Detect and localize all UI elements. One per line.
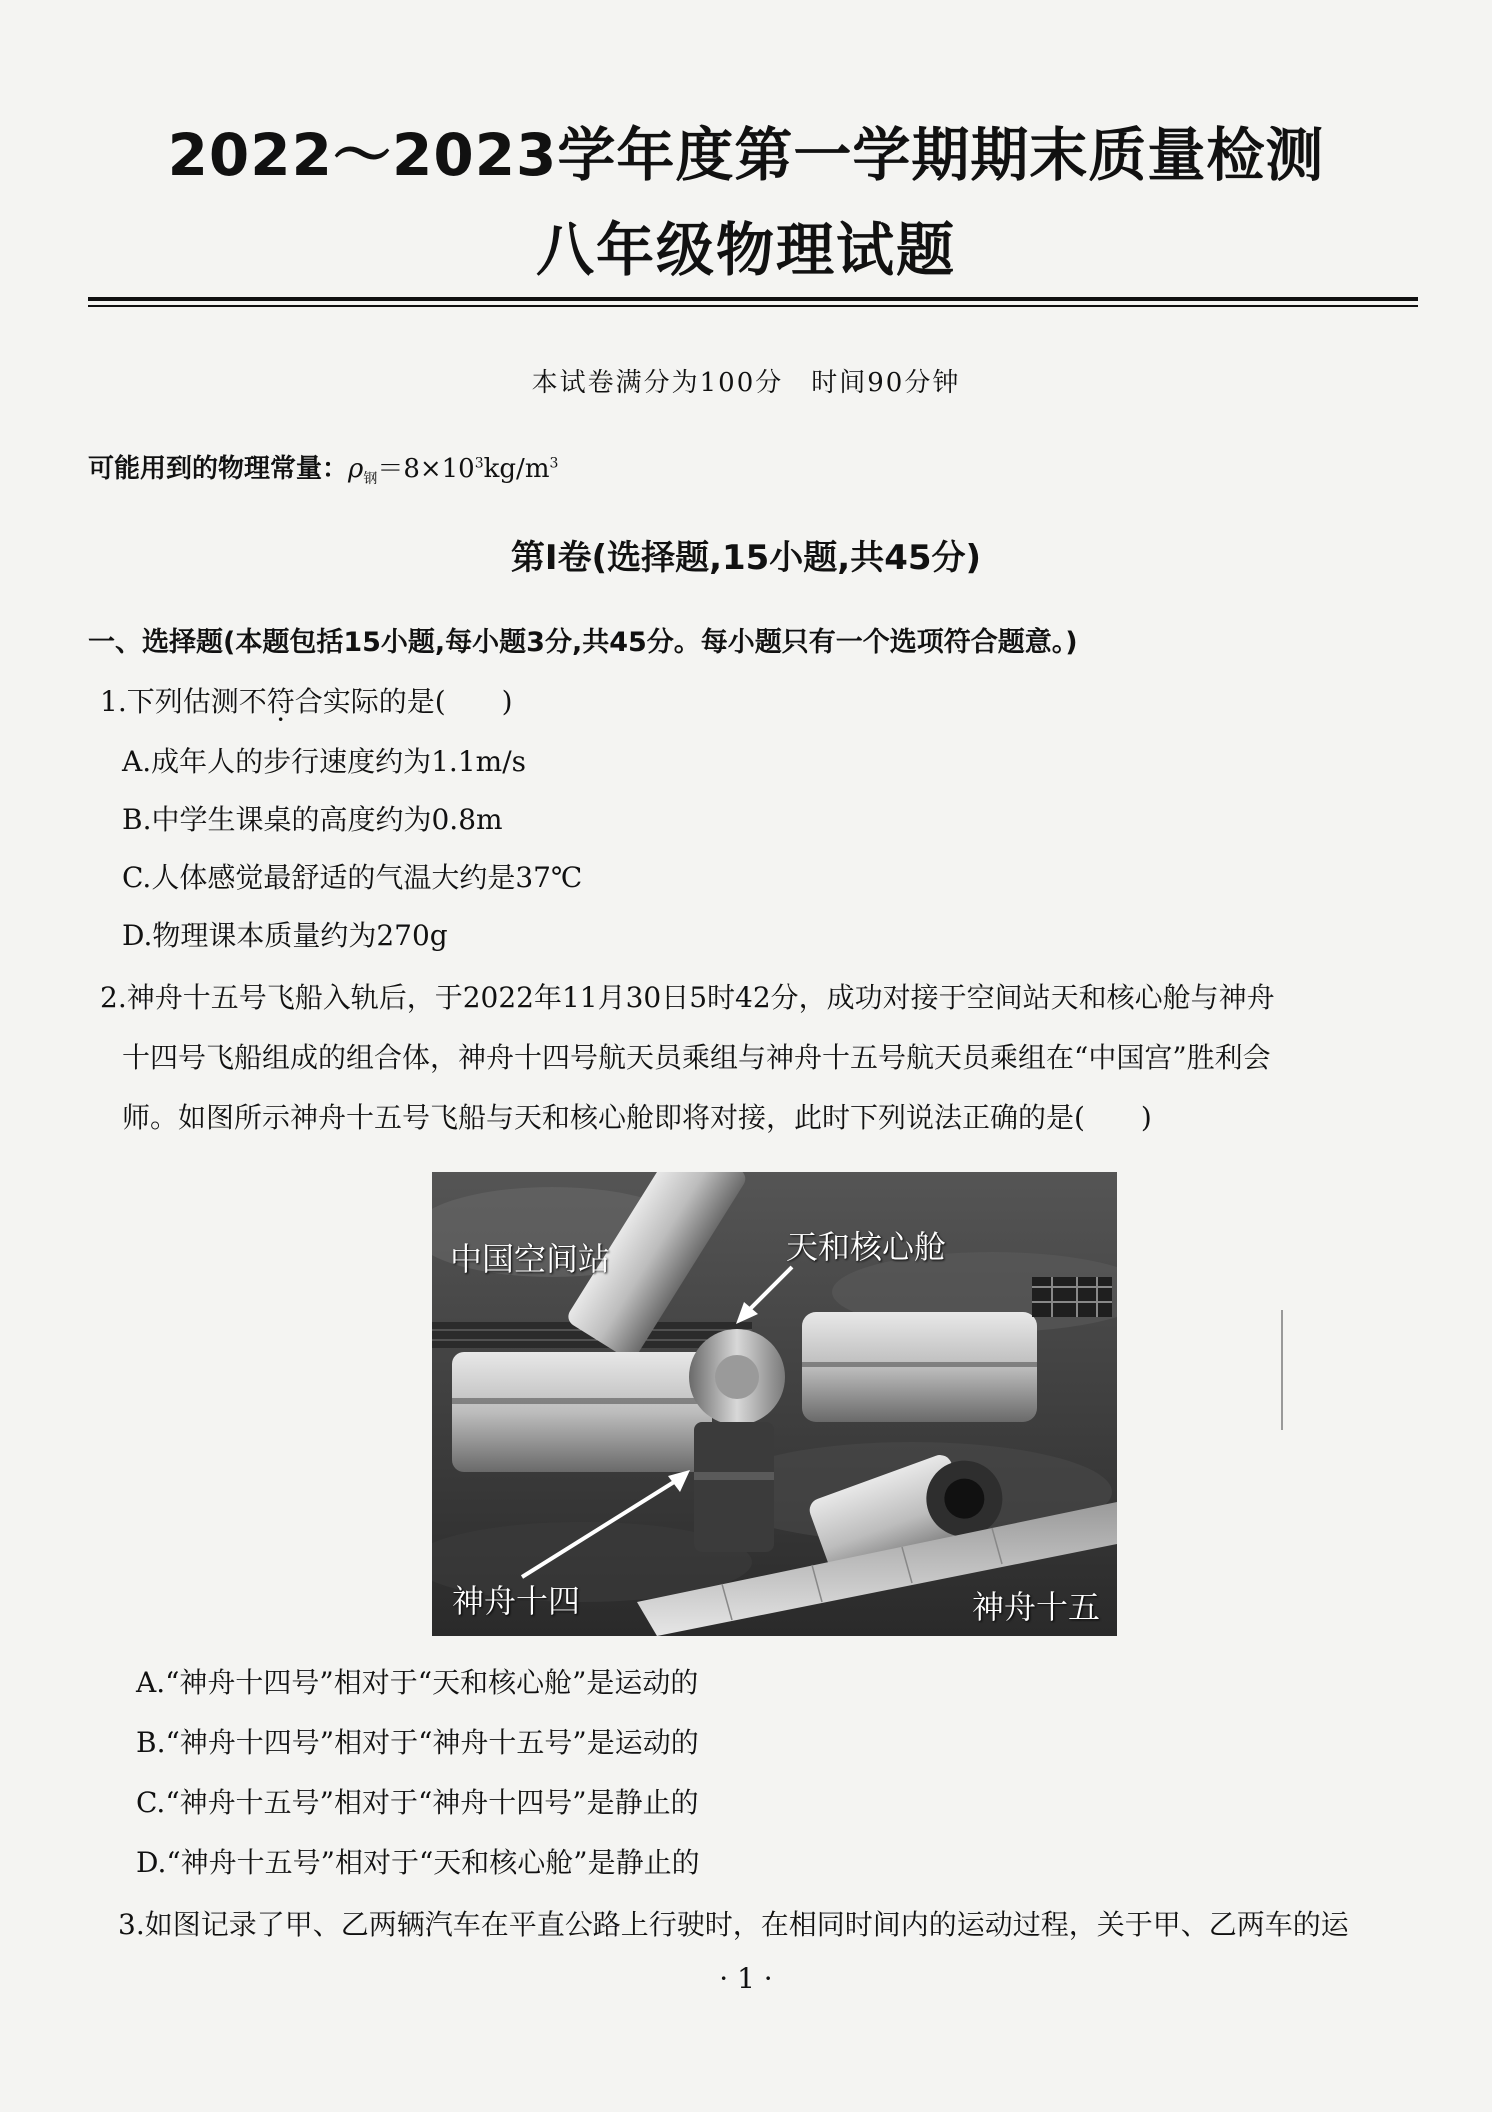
label-china-space-station: 中国空间站	[450, 1240, 611, 1278]
question-2-stem-line-3: 师。如图所示神舟十五号飞船与天和核心舱即将对接，此时下列说法正确的是( )	[122, 1101, 1152, 1134]
question-2-option-a: A.“神舟十四号”相对于“天和核心舱”是运动的	[136, 1666, 699, 1699]
page-number: · 1 ·	[719, 1962, 773, 1995]
label-shenzhou-14: 神舟十四	[452, 1582, 581, 1620]
scan-margin-line	[1281, 1310, 1283, 1430]
exam-info: 本试卷满分为100分 时间90分钟	[531, 368, 961, 398]
physics-constants	[88, 448, 558, 488]
space-station-photo	[432, 1172, 1117, 1636]
question-1-option-b: B.中学生课桌的高度约为0.8m	[122, 803, 503, 836]
emphasis-text: 不符合	[238, 685, 323, 718]
question-2-stem-line-1: 2.神舟十五号飞船入轨后，于2022年11月30日5时42分，成功对接于空间站天和核心舱与神舟	[100, 981, 1275, 1014]
question-3-stem-line-1: 3.如图记录了甲、乙两辆汽车在平直公路上行驶时，在相同时间内的运动过程，关于甲、乙两车的运	[118, 1908, 1349, 1941]
question-1-option-d: D.物理课本质量约为270g	[122, 919, 448, 952]
constants-formula: $\rho_钢=8\times 10^3kg/m^3$	[348, 454, 559, 488]
question-1-option-a: A.成年人的步行速度约为1.1m/s	[122, 745, 527, 778]
part1-instructions: 一、选择题(本题包括15小题,每小题3分,共45分。每小题只有一个选项符合题意。)	[88, 627, 1078, 658]
label-tianhe-core: 天和核心舱	[786, 1228, 947, 1266]
question-2-option-d: D.“神舟十五号”相对于“天和核心舱”是静止的	[136, 1846, 700, 1879]
exam-subject-title: 八年级物理试题	[535, 216, 956, 284]
constants-label: 可能用到的物理常量：	[88, 454, 349, 484]
exam-title: 2022～2023学年度第一学期期末质量检测	[167, 121, 1325, 189]
question-2-option-c: C.“神舟十五号”相对于“神舟十四号”是静止的	[136, 1786, 699, 1819]
question-1-option-c: C.人体感觉最舒适的气温大约是37℃	[122, 861, 583, 894]
question-2-stem-line-2: 十四号飞船组成的组合体，神舟十四号航天员乘组与神舟十五号航天员乘组在“中国宫”胜利会	[122, 1041, 1271, 1074]
part1-title: 第Ⅰ卷(选择题,15小题,共45分)	[510, 538, 982, 578]
label-shenzhou-15: 神舟十五	[972, 1588, 1101, 1626]
title-rule-thick	[88, 297, 1418, 301]
question-2-option-b: B.“神舟十四号”相对于“神舟十五号”是运动的	[136, 1726, 699, 1759]
title-rule-thin	[88, 305, 1418, 307]
question-1-stem: 1.下列估测不符合实际的是( )	[100, 685, 513, 718]
